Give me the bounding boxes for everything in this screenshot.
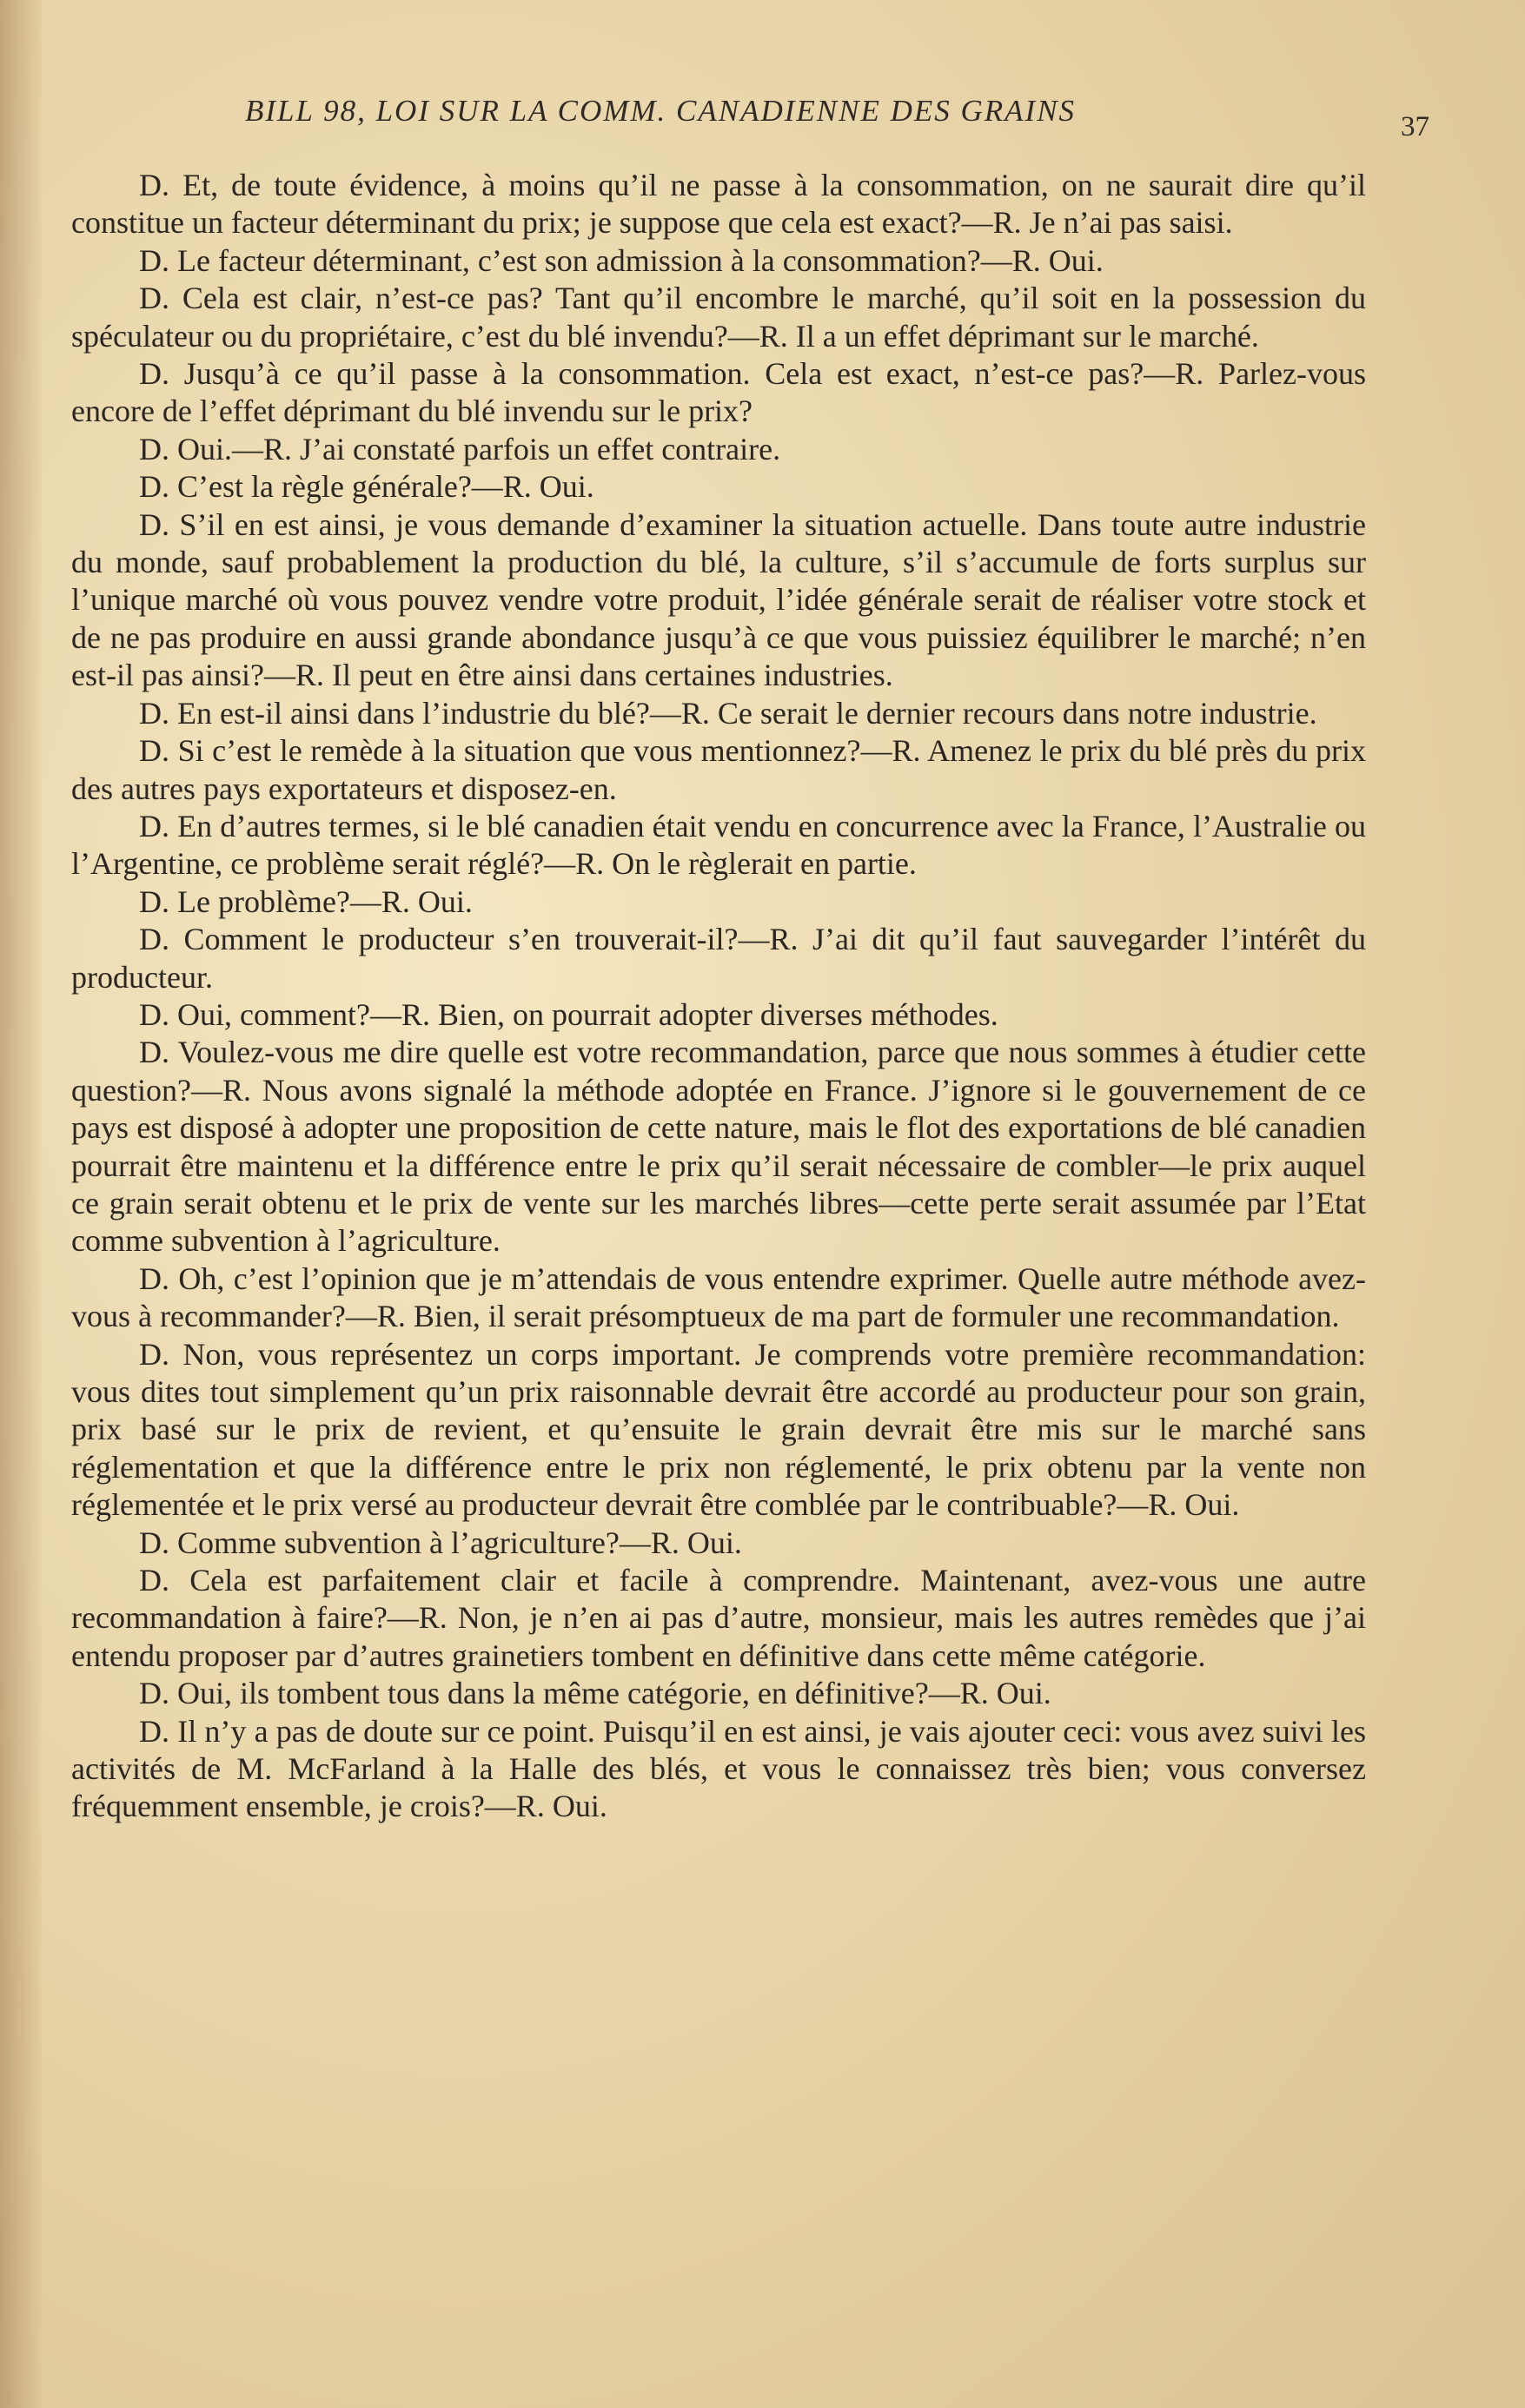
running-title: BILL 98, LOI SUR LA COMM. CANADIENNE DES GRAINS: [245, 94, 1077, 128]
paragraph: D. S’il en est ainsi, je vous demande d’examiner la situation actuelle. Dans toute autre industrie du monde, sauf probablement la production du blé, la culture, s’il s’accumule de forts surplus sur l’unique marché où vous pouvez vendre votre produit, l’idée générale serait de réaliser votre stock et de ne pas produire en aussi grande abondance jusqu’à ce que vous puissiez équilibrer le marché; n’en est-il pas ainsi?—R. Il peut en être ainsi dans certaines industries.: [71, 506, 1366, 693]
paragraph: D. Si c’est le remède à la situation que vous mentionnez?—R. Amenez le prix du blé près du prix des autres pays exportateurs et disposez-en.: [71, 733, 1366, 806]
paragraph: D. Et, de toute évidence, à moins qu’il ne passe à la consommation, on ne saurait dire qu’il constitue un facteur déterminant du prix; je suppose que cela est exact?—R. Je n’ai pas saisi.: [71, 168, 1366, 241]
page-header: [78, 94, 1429, 146]
paragraph: D. Oui, comment?—R. Bien, on pourrait adopter diverses méthodes.: [139, 996, 998, 1032]
paragraph: D. Voulez-vous me dire quelle est votre recommandation, parce que nous sommes à étudier cette question?—R. Nous avons signalé la méthode adoptée en France. J’ignore si le gouvernement de ce pays est disposé à adopter une proposition de cette nature, mais le flot des exportations de blé canadien pourrait être maintenu et la différence entre le prix qu’il serait nécessaire de combler—le prix auquel ce grain serait obtenu et le prix de vente sur les marchés libres—cette perte serait assumée par l’Etat comme subvention à l’agriculture.: [71, 1035, 1366, 1259]
paragraph: D. Il n’y a pas de doute sur ce point. Puisqu’il en est ainsi, je vais ajouter ceci: vous avez suivi les activités de M. McFarland à la Halle des blés, et vous le connaissez très bien; vous conversez fréquemment ensemble, je crois?—R. Oui.: [71, 1713, 1366, 1824]
paragraph: D. En est-il ainsi dans l’industrie du blé?—R. Ce serait le dernier recours dans notre industrie.: [139, 695, 1317, 731]
transcript-body: [71, 167, 1366, 1826]
paragraph: D. Le problème?—R. Oui.: [139, 883, 473, 919]
paragraph: D. Oui.—R. J’ai constaté parfois un effet contraire.: [139, 431, 781, 466]
paragraph: D. Cela est clair, n’est-ce pas? Tant qu’il encombre le marché, qu’il soit en la possession du spéculateur ou du propriétaire, c’est du blé invendu?—R. Il a un effet déprimant sur le marché.: [71, 281, 1366, 354]
page-number: 37: [1401, 111, 1429, 142]
paragraph: D. Jusqu’à ce qu’il passe à la consommation. Cela est exact, n’est-ce pas?—R. Parlez-vous encore de l’effet déprimant du blé invendu sur le prix?: [71, 356, 1366, 429]
paragraph: D. Oui, ils tombent tous dans la même catégorie, en définitive?—R. Oui.: [139, 1676, 1051, 1711]
page-fold-shadow: [0, 0, 42, 2408]
paragraph: D. Non, vous représentez un corps important. Je comprends votre première recommandation: vous dites tout simplement qu’un prix raisonnable devrait être accordé au producteur pour son grain, prix basé sur le prix de revient, et qu’ensuite le grain devrait être mis sur le marché sans réglementation et que la différence entre le prix non réglementé, le prix obtenu par la vente non réglementée et le prix versé au producteur devrait être comblée par le contribuable?—R. Oui.: [71, 1336, 1366, 1523]
paragraph: D. Comment le producteur s’en trouverait-il?—R. J’ai dit qu’il faut sauvegarder l’intérêt du producteur.: [71, 922, 1366, 995]
paragraph: D. C’est la règle générale?—R. Oui.: [139, 469, 594, 505]
paragraph: D. En d’autres termes, si le blé canadien était vendu en concurrence avec la France, l’Australie ou l’Argentine, ce problème serait réglé?—R. On le règlerait en partie.: [71, 808, 1366, 882]
paragraph: D. Oh, c’est l’opinion que je m’attendais de vous entendre exprimer. Quelle autre méthode avez-vous à recommander?—R. Bien, il serait présomptueux de ma part de formuler une recommandation.: [71, 1260, 1366, 1334]
paragraph: D. Le facteur déterminant, c’est son admission à la consommation?—R. Oui.: [139, 242, 1104, 278]
paragraph: D. Cela est parfaitement clair et facile à comprendre. Maintenant, avez-vous une autre recommandation à faire?—R. Non, je n’en ai pas d’autre, monsieur, mais les autres remèdes que j’ai entendu proposer par d’autres grainetiers tombent en définitive dans cette même catégorie.: [71, 1563, 1366, 1673]
paragraph: D. Comme subvention à l’agriculture?—R. Oui.: [139, 1525, 742, 1560]
